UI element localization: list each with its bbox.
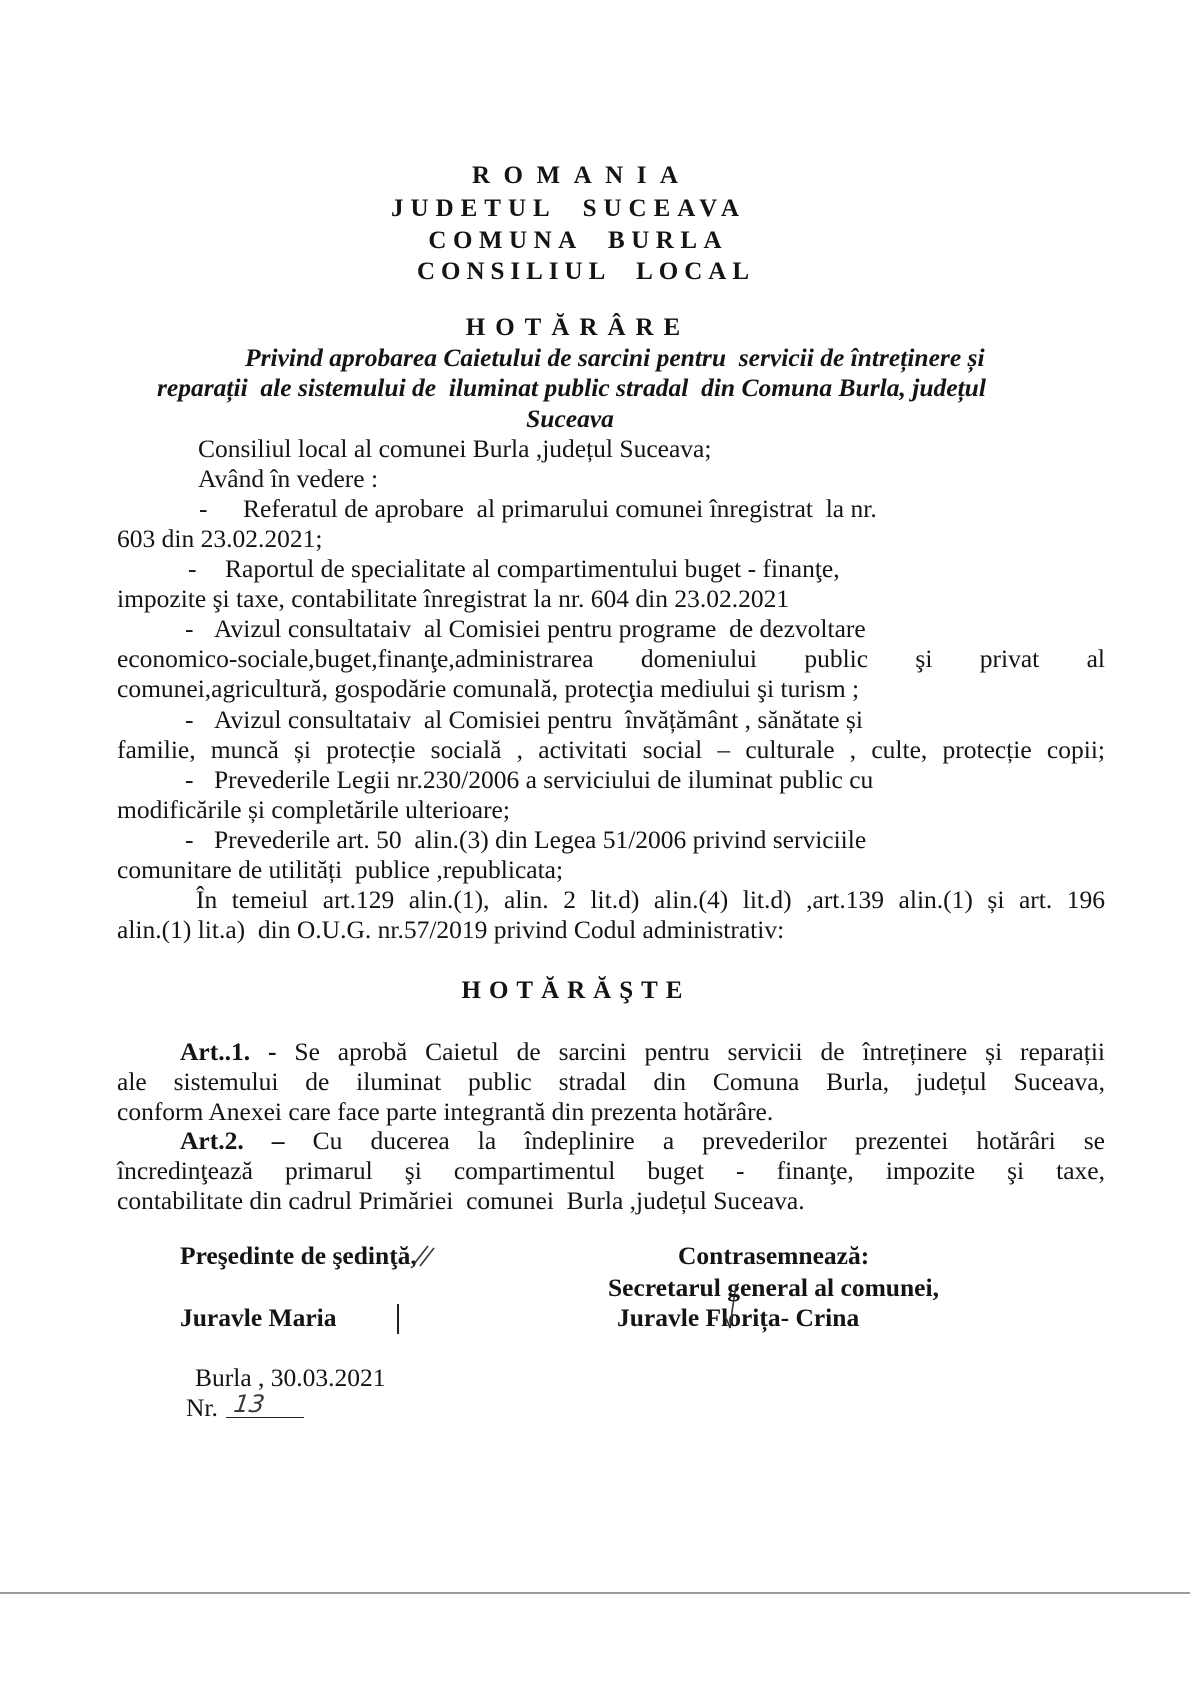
preamble-council-line: Consiliul local al comunei Burla ,județul Suceava; <box>198 434 712 463</box>
signature-stroke <box>408 1240 438 1270</box>
article-2-line <box>180 1126 1105 1156</box>
council-heading: CONSILIUL LOCAL <box>416 258 756 285</box>
article-2-line: încredinţează primarul şi compartimentul buget - finanţe, impozite şi taxe, <box>117 1156 1105 1185</box>
preamble-line: Prevederile art. 50 alin.(3) din Legea 51/2006 privind serviciile <box>214 825 867 854</box>
article-1-label: Art..1. - <box>180 1037 277 1066</box>
preamble-line: impozite şi taxe, contabilitate înregistrat la nr. 604 din 23.02.2021 <box>117 584 790 613</box>
decision-title: HOTĂRÂRE <box>465 314 691 341</box>
list-dash: - <box>185 614 194 643</box>
article-2-label: Art.2. – <box>180 1126 285 1155</box>
preamble-line: Prevederile Legii nr.230/2006 a serviciului de iluminat public cu <box>214 765 874 794</box>
preamble-line: Raportul de specialitate al compartimentului buget - finanţe, <box>225 554 840 583</box>
preamble-line: Referatul de aprobare al primarului comunei înregistrat la nr. <box>243 494 877 523</box>
list-dash: - <box>185 825 194 854</box>
subject-line: Privind aprobarea Caietului de sarcini pentru servicii de întreținere și <box>245 343 985 372</box>
list-dash: - <box>188 554 197 583</box>
commune-heading: COMUNA BURLA <box>428 227 729 254</box>
preamble-line: familie, muncă și protecție socială , activitati social – culturale , culte, protecție copii; <box>117 735 1105 764</box>
preamble-line: economico-sociale,buget,finanţe,administrarea domeniului public şi privat al <box>117 644 1105 673</box>
subject-line: reparații ale sistemului de iluminat public stradal din Comuna Burla, județul <box>157 373 986 402</box>
secretary-name: Juravle Florița- Crina <box>617 1303 860 1332</box>
legal-basis-line: În temeiul art.129 alin.(1), alin. 2 lit.d) alin.(4) lit.d) ,art.139 alin.(1) și art. 196 <box>196 885 1105 914</box>
article-1-text: Se aprobă Caietul de sarcini pentru servicii de întreținere și reparații <box>294 1037 1106 1066</box>
president-name: Juravle Maria <box>180 1303 337 1332</box>
article-2-line: contabilitate din cadrul Primăriei comunei Burla ,județul Suceava. <box>117 1186 805 1215</box>
signature-stroke <box>722 1282 746 1334</box>
preamble-line: modificările și completările ulterioare; <box>117 795 510 824</box>
county-heading: JUDETUL SUCEAVA <box>391 195 746 222</box>
article-1-line: ale sistemului de iluminat public stradal din Comuna Burla, județul Suceava, <box>117 1067 1105 1096</box>
article-1-line <box>180 1037 1105 1067</box>
list-dash: - <box>185 705 194 734</box>
country-heading: ROMANIA <box>472 162 692 189</box>
article-2-text: Cu ducerea la îndeplinire a prevederilor prezentei hotărâri se <box>312 1126 1106 1155</box>
preamble-line: Avizul consultataiv al Comisiei pentru programe de dezvoltare <box>214 614 866 643</box>
number-underline <box>226 1417 304 1418</box>
page-bottom-rule <box>0 1592 1190 1594</box>
legal-basis-line: alin.(1) lit.a) din O.U.G. nr.57/2019 privind Codul administrativ: <box>117 915 785 944</box>
secretary-title: Secretarul general al comunei, <box>608 1273 939 1302</box>
place-date: Burla , 30.03.2021 <box>195 1363 386 1392</box>
signature-tick <box>397 1304 399 1334</box>
preamble-line: comunei,agricultură, gospodărie comunală, protecţia mediului şi turism ; <box>117 674 860 703</box>
number-label: Nr. <box>186 1393 218 1422</box>
article-1-line: conform Anexei care face parte integrantă din prezenta hotărâre. <box>117 1097 774 1126</box>
list-dash: - <box>185 765 194 794</box>
countersign-heading: Contrasemnează: <box>678 1241 870 1270</box>
preamble-line: Avizul consultataiv al Comisiei pentru învățământ , sănătate și <box>214 705 863 734</box>
preamble-line: comunitare de utilități publice ,republicata; <box>117 855 564 884</box>
preamble-considering-line: Având în vedere : <box>198 464 379 493</box>
president-title: Preşedinte de şedinţă, <box>180 1241 417 1270</box>
list-dash: - <box>199 494 208 523</box>
decides-heading: HOTĂRĂŞTE <box>461 977 691 1004</box>
handwritten-number: 13 <box>232 1390 267 1418</box>
subject-line: Suceava <box>526 404 614 433</box>
preamble-line: 603 din 23.02.2021; <box>117 524 323 553</box>
